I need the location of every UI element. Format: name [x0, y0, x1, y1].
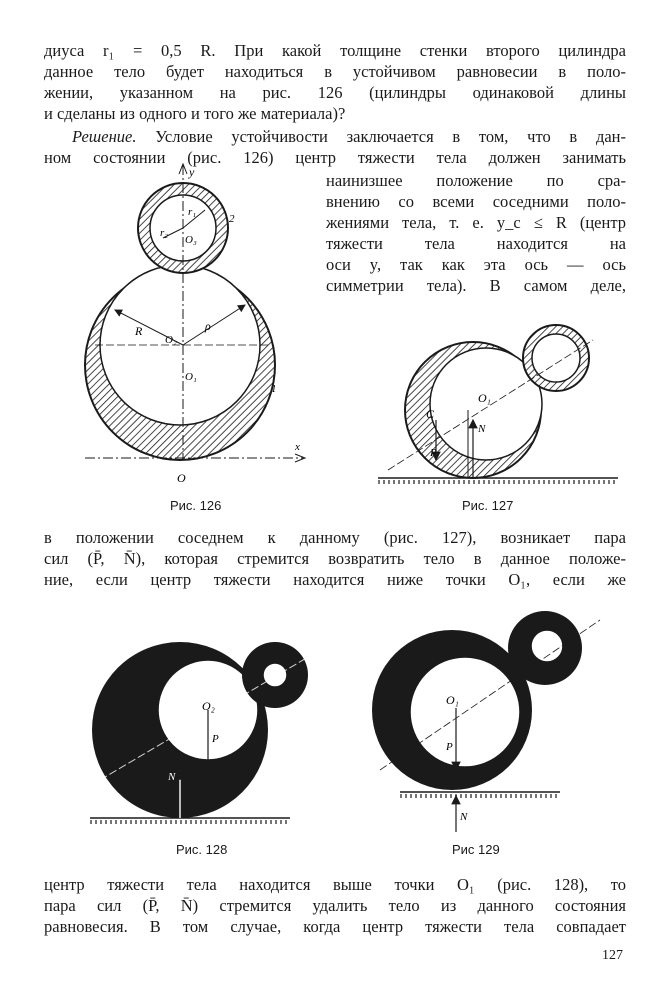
figure-126 — [85, 160, 315, 485]
text-line: сил (P̄, N̄), которая стремится возвратить тело в данное положе- — [44, 549, 626, 568]
label-r2: r₂ — [160, 227, 169, 239]
label-n: N — [460, 811, 468, 823]
solution-first-line: Условие устойчивости заключается в том, что в дан- — [155, 127, 626, 146]
label-cyl-2: 2 — [229, 213, 235, 225]
text-line: пара сил (P̄, N̄) стремится удалить тело из данного состояния — [44, 896, 626, 915]
figure-128 — [90, 630, 340, 830]
label-n: N — [478, 423, 486, 435]
text-line: жении, указанном на рис. 126 (цилиндры одинаковой длины — [44, 83, 626, 102]
text-line: симметрии тела). В самом деле, — [326, 276, 626, 295]
text-line: диуса r₁ = 0,5 R. При какой толщине стенки второго цилиндра — [44, 41, 626, 60]
text-line: данное тело будет находиться в устойчивом равновесии в поло- — [44, 62, 626, 81]
text-line: центр тяжести тела находится выше точки O₁ (рис. 128), то — [44, 875, 626, 894]
label-o: O — [177, 471, 186, 485]
solution-heading: Решение. — [72, 127, 137, 146]
label-n: N — [168, 771, 176, 783]
text-line — [44, 126, 626, 147]
label-o1: O₁ — [446, 693, 459, 707]
text-line: оси y, так как эта ось — ось — [326, 255, 626, 274]
paragraph-bottom — [44, 874, 626, 937]
label-o2: O₂ — [165, 334, 177, 346]
label-o3: O₃ — [185, 234, 197, 246]
text-line: внению со всеми соседними поло- — [326, 192, 626, 211]
label-y: y — [189, 165, 195, 179]
label-p: P — [430, 447, 437, 459]
label-c: C — [426, 407, 435, 421]
paragraph-problem — [44, 40, 626, 124]
side-paragraph — [326, 170, 626, 296]
caption-fig-127: Рис. 127 — [462, 498, 514, 513]
page-number: 127 — [602, 948, 623, 963]
label-p: P — [446, 741, 453, 753]
label-o1: O₁ — [478, 391, 491, 405]
label-R: R — [135, 324, 143, 338]
label-o1: O₁ — [185, 371, 197, 383]
caption-fig-128: Рис. 128 — [176, 842, 228, 857]
text-line: наинизшее положение по сра- — [326, 171, 626, 190]
figure-127 — [378, 320, 628, 490]
caption-fig-126: Рис. 126 — [170, 498, 222, 513]
text-line: жениями тела, т. е. y_c ≤ R (центр — [326, 213, 626, 232]
text-line: тяжести тела находится на — [326, 234, 626, 253]
label-x: x — [295, 441, 300, 453]
paragraph-middle — [44, 527, 626, 590]
text-line: равновесия. В том случае, когда центр тяжести тела совпадает — [44, 917, 626, 936]
caption-fig-129: Рис 129 — [452, 842, 500, 857]
label-o2: O₂ — [202, 699, 215, 713]
label-r1: r₁ — [188, 206, 197, 218]
text-line: в положении соседнем к данному (рис. 127), возникает пара — [44, 528, 626, 547]
text-line: и сделаны из одного и того же материала)? — [44, 104, 346, 123]
text-line: ние, если центр тяжести находится ниже точки O₁, если же — [44, 570, 626, 589]
label-p: P — [212, 733, 219, 745]
label-rho: ρ — [205, 319, 211, 333]
figure-129 — [360, 600, 620, 835]
text-line: ном состоянии (рис. 126) центр тяжести тела должен занимать — [44, 148, 626, 167]
label-cyl-1: 1 — [271, 383, 277, 395]
